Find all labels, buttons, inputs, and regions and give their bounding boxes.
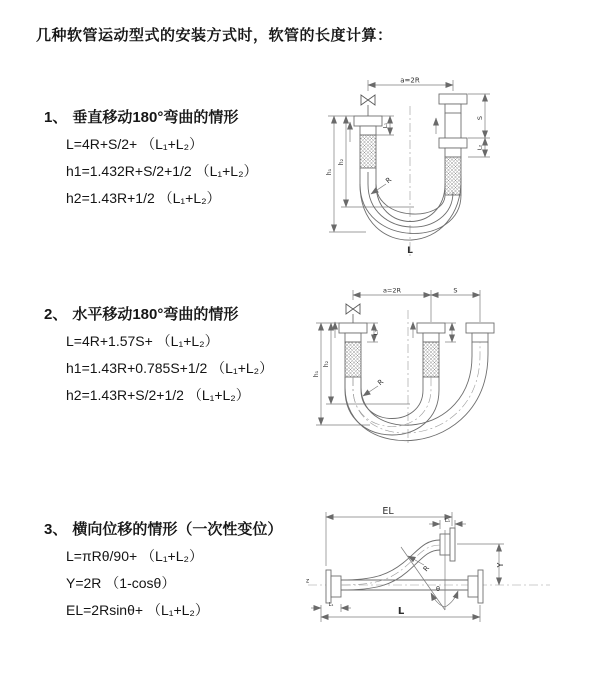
valve-icon [346, 304, 360, 323]
right-flange-upper [439, 94, 467, 138]
hose-curves [345, 342, 488, 441]
formula-h2: h2=1.43R+1/2 （L₁+L₂） [66, 190, 221, 206]
section-number: 2、 [44, 306, 68, 323]
section-2-heading [44, 301, 273, 328]
section-title: 横向位移的情形（一次性变位） [72, 521, 283, 538]
radius-callout [363, 378, 385, 396]
section-3 [44, 516, 282, 624]
formula-y: Y=2R （1-cosθ） [66, 575, 176, 591]
section-3-heading [44, 516, 282, 543]
section-number: 3、 [44, 521, 68, 538]
left-flange [339, 323, 367, 377]
formula-l: L=4R+S/2+ （L₁+L₂） [66, 136, 204, 152]
section-number: 1、 [44, 109, 68, 126]
right-flange-lower [468, 570, 483, 603]
dim-label-a2r: a=2R [400, 76, 420, 85]
axis-label-z: z [306, 577, 310, 585]
dimension-a2r [353, 287, 480, 323]
dim-label-l2: L₂ [477, 144, 484, 151]
right-flange [466, 323, 494, 342]
section-title: 垂直移动180°弯曲的情形 [72, 109, 239, 126]
dim-label-l: L [397, 606, 405, 617]
dim-label-h1: h₁ [313, 370, 320, 378]
dim-label-h2: h₂ [338, 158, 345, 166]
dim-label-h2: h₂ [323, 360, 330, 368]
dimension-s [468, 94, 490, 157]
dim-label-r: R [421, 564, 432, 574]
right-flange-lower [439, 138, 467, 157]
dimension-l [321, 605, 480, 622]
dimension-h1-h2 [313, 323, 410, 425]
dim-label-l: L [407, 246, 413, 256]
left-flange [354, 116, 382, 135]
dim-label-r: R [376, 377, 386, 388]
dimension-a2r [368, 77, 453, 92]
dim-label-y: Y [496, 562, 505, 568]
formula-l: L=4R+1.57S+ （L₁+L₂） [66, 333, 219, 349]
radius-callout [371, 176, 393, 194]
dim-label-h1: h₁ [326, 168, 333, 176]
left-braided-section [360, 135, 376, 168]
diagram-2-svg [298, 282, 598, 452]
page-title: 几种软管运动型式的安装方式时，软管的长度计算： [36, 27, 393, 44]
dimension-l1-bottom [311, 602, 351, 612]
formula-h1: h1=1.432R+S/2+1/2 （L₁+L₂） [66, 163, 258, 179]
dimension-el [326, 506, 452, 566]
formula-el: EL=2Rsinθ+ （L₁+L₂） [66, 602, 209, 618]
right-flange-upper [440, 528, 455, 561]
dim-label-theta: θ [436, 585, 440, 593]
dim-label-r: R [384, 175, 394, 186]
middle-flange [417, 323, 445, 377]
valve-icon [361, 95, 375, 116]
diagram-horizontal-180-bend [298, 282, 598, 457]
dim-label-s: S [476, 115, 484, 121]
section-1-heading [44, 104, 258, 131]
section-2 [44, 301, 273, 409]
dimension-l1-top [429, 518, 466, 529]
formula-l: L=πRθ/90+ （L₁+L₂） [66, 548, 203, 564]
formula-h2: h2=1.43R+S/2+1/2 （L₁+L₂） [66, 387, 250, 403]
dim-label-l1-top: L₁ [444, 518, 451, 524]
diagram-3-svg [298, 502, 598, 662]
dim-label-l1: L₁ [373, 329, 380, 336]
diagram-lateral-displacement [298, 502, 598, 667]
diagram-1-svg [298, 72, 598, 262]
right-braided-section [445, 157, 461, 195]
dim-label-l1: L₁ [383, 122, 389, 129]
section-1 [44, 104, 258, 212]
section-title: 水平移动180°弯曲的情形 [72, 306, 239, 323]
dim-label-s: S [453, 286, 458, 295]
radius-callout [408, 556, 431, 573]
dim-label-a2r: a=2R [382, 286, 402, 295]
centerline [306, 578, 550, 586]
formula-h1: h1=1.43R+0.785S+1/2 （L₁+L₂） [66, 360, 274, 376]
dim-label-el: EL [382, 506, 394, 517]
diagram-vertical-180-bend [298, 72, 598, 267]
left-flange [326, 570, 341, 603]
dim-label-l1-bottom: L₁ [328, 602, 334, 608]
